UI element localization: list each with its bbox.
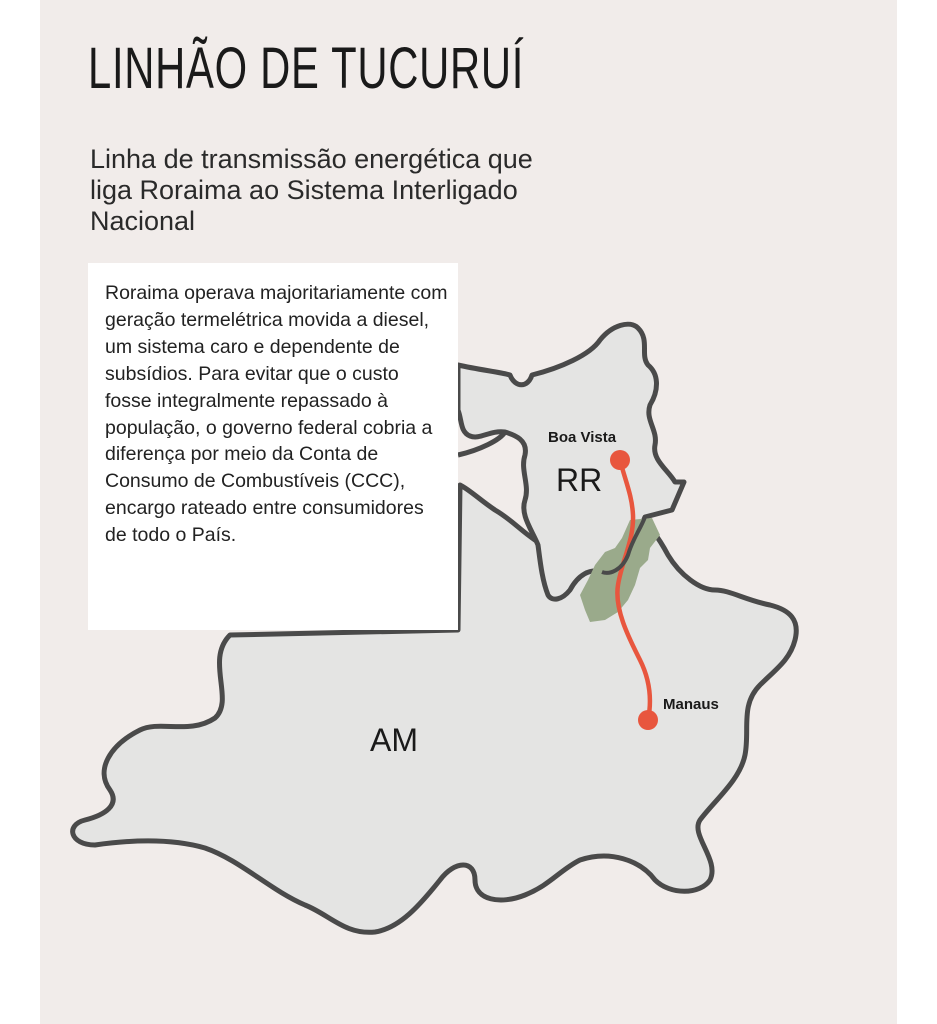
info-box — [88, 263, 458, 630]
state-label-am: AM — [370, 722, 418, 758]
info-box-text: Roraima operava majoritariamente com geração termelétrica movida a diesel, um sistema caro e dependente de subsídios. Para evitar que o custo fosse integralmente repassado à população, o governo federal cobria a diferença por meio da Conta de Consumo de Combustíveis (CCC), encargo rateado entre consumidores de todo o País. — [105, 282, 448, 547]
manaus-marker[interactable] — [638, 710, 658, 730]
city-label-manaus: Manaus — [663, 696, 719, 713]
subtitle: Linha de transmissão energética que liga Roraima ao Sistema Interligado Nacional — [90, 144, 533, 236]
city-label-boa-vista: Boa Vista — [548, 429, 617, 446]
state-label-rr: RR — [556, 462, 603, 498]
page-title: LINHÃO DE TUCURUÍ — [88, 36, 525, 101]
boa-vista-marker[interactable] — [610, 450, 630, 470]
